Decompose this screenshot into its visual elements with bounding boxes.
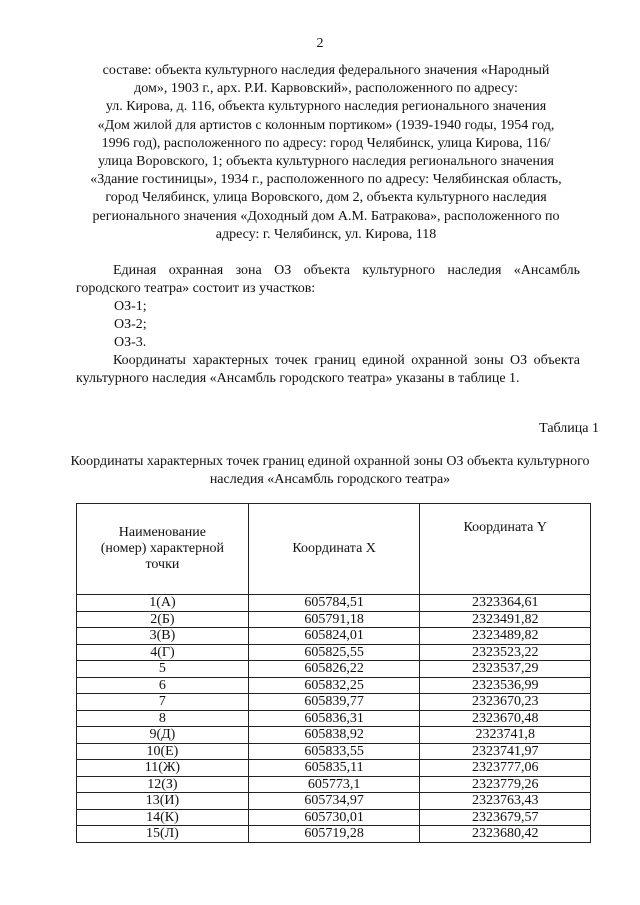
- cell-coord-x: 605835,11: [248, 760, 420, 777]
- plot-item: ОЗ-1;: [114, 299, 147, 314]
- paragraph-coordinates-reference: Координаты характерных точек границ единой охранной зоны ОЗ объекта культурного наследия «Ансамбль городского театра» указаны в таблице 1.: [76, 353, 580, 386]
- page-number: 2: [316, 36, 324, 51]
- table-title: Координаты характерных точек границ единой охранной зоны ОЗ объекта культурного наследия «Ансамбль городского театра»: [70, 454, 590, 487]
- table-row: [77, 826, 591, 843]
- cell-point-name: 11(Ж): [77, 760, 249, 777]
- intro-line: составе: объекта культурного наследия федерального значения «Народный: [102, 63, 550, 78]
- cell-coord-x: 605839,77: [248, 694, 420, 711]
- table-row: [77, 727, 591, 744]
- table-row: [77, 644, 591, 661]
- intro-line: город Челябинск, улица Воровского, дом 2, объекта культурного наследия: [105, 190, 547, 206]
- cell-coord-x: 605832,25: [248, 677, 420, 694]
- cell-coord-y: 2323670,48: [420, 710, 591, 727]
- cell-coord-x: 605824,01: [248, 628, 420, 645]
- cell-point-name: 5: [77, 661, 249, 678]
- table-row: [77, 793, 591, 810]
- cell-coord-x: 605825,55: [248, 644, 420, 661]
- cell-coord-y: 2323679,57: [420, 809, 591, 826]
- paragraph-zone-composition: Единая охранная зона ОЗ объекта культурного наследия «Ансамбль городского театра» состоит из участков:: [76, 263, 580, 296]
- intro-line: дом», 1903 г., арх. Р.И. Карвовский», расположенного по адресу:: [134, 81, 518, 97]
- cell-coord-y: 2323536,99: [420, 677, 591, 694]
- cell-coord-y: 2323364,61: [420, 595, 591, 612]
- plot-list: [114, 298, 147, 352]
- cell-coord-y: 2323763,43: [420, 793, 591, 810]
- table-label: Таблица 1: [539, 421, 599, 436]
- cell-coord-y: 2323537,29: [420, 661, 591, 678]
- table-row: [77, 694, 591, 711]
- cell-point-name: 6: [77, 677, 249, 694]
- table-row: [77, 677, 591, 694]
- cell-point-name: 2(Б): [77, 611, 249, 628]
- cell-point-name: 15(Л): [77, 826, 249, 843]
- plot-item: ОЗ-2;: [114, 317, 147, 332]
- cell-coord-x: 605730,01: [248, 809, 420, 826]
- cell-point-name: 14(К): [77, 809, 249, 826]
- intro-line: ул. Кирова, д. 116, объекта культурного наследия регионального значения: [105, 99, 547, 115]
- table-row: [77, 661, 591, 678]
- intro-line: «Здание гостиницы», 1934 г., расположенного по адресу: Челябинская область,: [90, 172, 562, 188]
- table-row: [77, 611, 591, 628]
- table-header-row: [77, 504, 591, 595]
- table-row: [77, 710, 591, 727]
- cell-point-name: 7: [77, 694, 249, 711]
- cell-coord-x: 605826,22: [248, 661, 420, 678]
- cell-coord-x: 605833,55: [248, 743, 420, 760]
- cell-point-name: 3(В): [77, 628, 249, 645]
- cell-coord-x: 605784,51: [248, 595, 420, 612]
- cell-coord-y: 2323670,23: [420, 694, 591, 711]
- cell-coord-x: 605719,28: [248, 826, 420, 843]
- cell-coord-y: 2323779,26: [420, 776, 591, 793]
- cell-coord-x: 605836,31: [248, 710, 420, 727]
- cell-point-name: 4(Г): [77, 644, 249, 661]
- intro-line: регионального значения «Доходный дом А.М. Батракова», расположенного по: [92, 208, 560, 224]
- header-point-name: Наименование (номер) характерной точки: [77, 504, 249, 595]
- cell-point-name: 1(А): [77, 595, 249, 612]
- cell-coord-x: 605734,97: [248, 793, 420, 810]
- intro-line: адресу: г. Челябинск, ул. Кирова, 118: [215, 226, 437, 242]
- intro-text: [76, 62, 576, 244]
- cell-coord-y: 2323741,97: [420, 743, 591, 760]
- cell-point-name: 8: [77, 710, 249, 727]
- cell-coord-y: 2323741,8: [420, 727, 591, 744]
- cell-coord-y: 2323491,82: [420, 611, 591, 628]
- intro-line: «Дом жилой для артистов с колонным портиком» (1939-1940 годы, 1954 год,: [97, 117, 555, 133]
- cell-point-name: 10(Е): [77, 743, 249, 760]
- cell-point-name: 9(Д): [77, 727, 249, 744]
- cell-coord-x: 605773,1: [248, 776, 420, 793]
- cell-coord-y: 2323680,42: [420, 826, 591, 843]
- table-row: [77, 628, 591, 645]
- header-coord-x: Координата X: [248, 504, 420, 595]
- table-row: [77, 809, 591, 826]
- cell-point-name: 13(И): [77, 793, 249, 810]
- coordinates-table: [76, 503, 591, 843]
- header-coord-y: Координата Y: [420, 504, 591, 595]
- table-row: [77, 776, 591, 793]
- intro-line: 1996 год), расположенного по адресу: город Челябинск, улица Кирова, 116/: [101, 135, 551, 151]
- table-row: [77, 595, 591, 612]
- plot-item: ОЗ-3.: [114, 335, 147, 350]
- cell-coord-y: 2323777,06: [420, 760, 591, 777]
- cell-point-name: 12(З): [77, 776, 249, 793]
- cell-coord-y: 2323489,82: [420, 628, 591, 645]
- cell-coord-x: 605838,92: [248, 727, 420, 744]
- cell-coord-y: 2323523,22: [420, 644, 591, 661]
- table-row: [77, 760, 591, 777]
- intro-line: улица Воровского, 1; объекта культурного наследия регионального значения: [98, 154, 554, 170]
- table-row: [77, 743, 591, 760]
- cell-coord-x: 605791,18: [248, 611, 420, 628]
